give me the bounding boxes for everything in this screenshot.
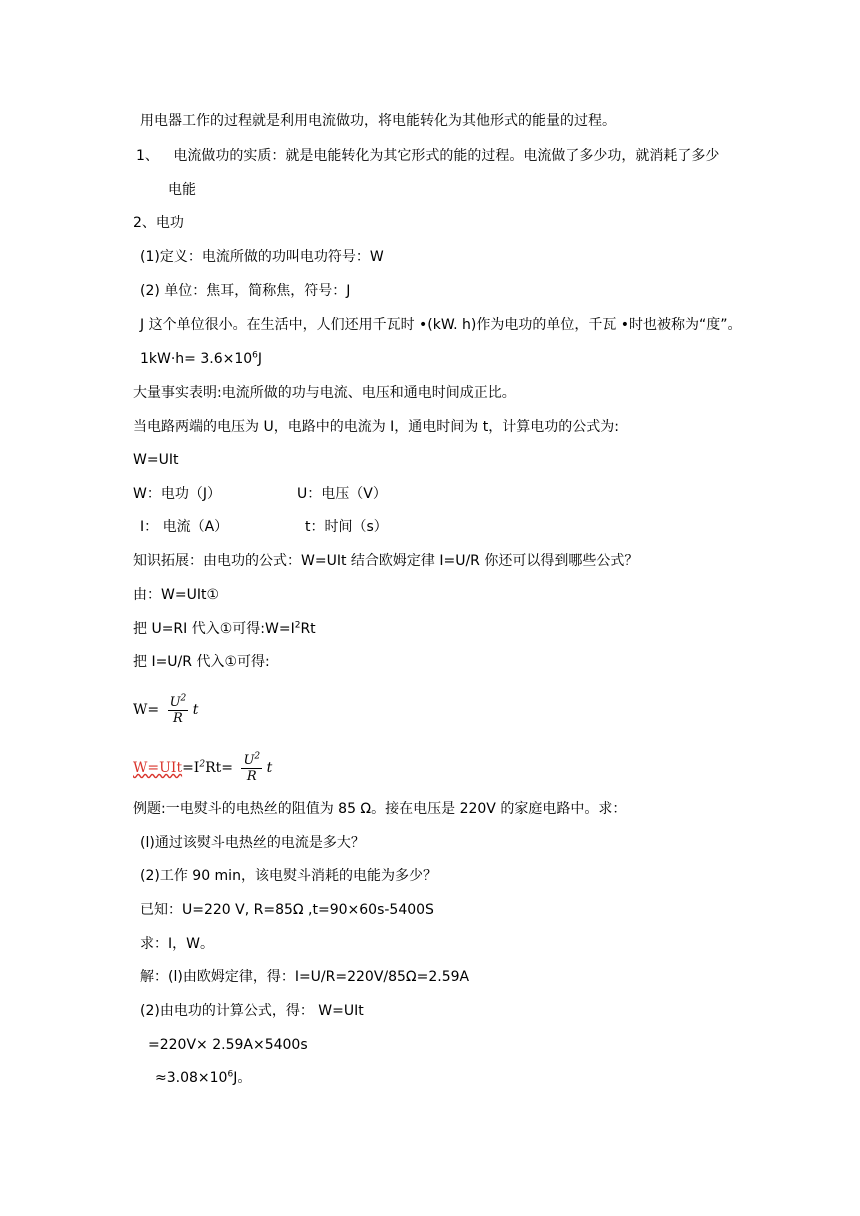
formula-line: W=UIt (133, 452, 179, 468)
question-1: (l)通过该熨斗电热丝的电流是多大？ (140, 835, 365, 851)
equation-2-mid: =I (182, 760, 200, 776)
definition-line: (1)定义：电流所做的功叫电功符号：W (140, 249, 384, 265)
fact-line: 大量事实表明:电流所做的功与电流、电压和通电时间成正比。 (133, 385, 516, 401)
solution-result-exponent: 6 (227, 1069, 234, 1080)
kwh-unit: J (257, 351, 263, 367)
solution-result-base: ≈3.08×10 (155, 1070, 228, 1086)
item-1-continued: 电能 (168, 182, 196, 198)
equation-2-exponent: 2 (199, 759, 206, 770)
kwh-base: 1kW·h= 3.6×10 (140, 351, 253, 367)
given-line: 已知：U=220 V, R=85Ω ,t=90×60s-5400S (140, 902, 434, 918)
equation-2-rt: Rt= (205, 760, 233, 776)
solution-result-unit: J。 (233, 1070, 252, 1086)
equation-1-denominator: R (173, 710, 183, 726)
formula-intro-line: 当电路两端的电压为 U，电路中的电流为 I，通电时间为 t，计算电功的公式为: (133, 419, 619, 435)
solution-result (155, 1069, 251, 1087)
i-definition: I： 电流（A） (140, 519, 229, 535)
equation-1-fraction (168, 695, 189, 726)
equation-2-numerator-exponent: 2 (254, 751, 261, 762)
solution-step-3: =220V× 2.59A×5400s (148, 1037, 308, 1053)
substitution-1 (133, 620, 316, 638)
substitution-1-exponent: 2 (294, 620, 301, 631)
question-2: (2)工作 90 min，该电熨斗消耗的电能为多少？ (140, 868, 437, 884)
example-problem: 例题:一电熨斗的电热丝的阻值为 85 Ω。接在电压是 220V 的家庭电路中。求： (133, 801, 627, 817)
solution-step-2: (2)由电功的计算公式，得： W=UIt (140, 1003, 364, 1019)
equation-2-w-uit: W=UIt (133, 760, 183, 776)
unit-line: (2) 单位：焦耳，简称焦，符号：J (140, 283, 351, 299)
equation-2-denominator: R (246, 768, 257, 784)
extension-question: 知识拓展：由电功的公式：W=UIt 结合欧姆定律 I=U/R 你还可以得到哪些公式？ (133, 553, 639, 569)
substitution-1-tail: Rt (300, 621, 316, 637)
substitution-2: 把 I=U/R 代入①可得: (133, 654, 270, 670)
unit-note-line: J 这个单位很小。在生活中，人们还用千瓦时 •(kW. h)作为电功的单位，千瓦 •时也被称为“度”。 (140, 317, 742, 333)
equation-2-t: t (266, 760, 273, 776)
equation-2 (133, 748, 272, 788)
find-line: 求：I，W。 (140, 936, 214, 952)
w-definition: W：电功（J） (133, 486, 221, 502)
item-1-number: 1、 (136, 148, 159, 164)
item-1-text: 电流做功的实质：就是电能转化为其它形式的能的过程。电流做了多少功，就消耗了多少 (173, 148, 720, 164)
equation-1-t: t (192, 702, 199, 718)
intro-paragraph: 用电器工作的过程就是利用电流做功，将电能转化为其他形式的能量的过程。 (140, 113, 616, 129)
equation-1-numerator-exponent: 2 (180, 693, 187, 704)
substitution-1-text: 把 U=RI 代入①可得:W=I (133, 621, 295, 637)
from-line: 由：W=UIt① (133, 587, 219, 603)
kwh-exponent: 6 (252, 350, 258, 361)
u-definition: U：电压（V） (297, 486, 387, 502)
equation-2-numerator: U (243, 752, 255, 768)
equation-2-fraction (241, 753, 262, 784)
item-1 (136, 147, 719, 165)
solution-step-1: 解：(l)由欧姆定律，得：I=U/R=220V/85Ω=2.59A (140, 969, 470, 985)
equation-1 (133, 690, 198, 730)
equation-1-numerator: U (169, 694, 181, 710)
section-heading-electric-work: 2、电功 (133, 215, 184, 231)
equation-1-lhs: W= (133, 702, 160, 718)
kwh-conversion (140, 350, 262, 368)
t-definition: t：时间（s） (305, 519, 388, 535)
